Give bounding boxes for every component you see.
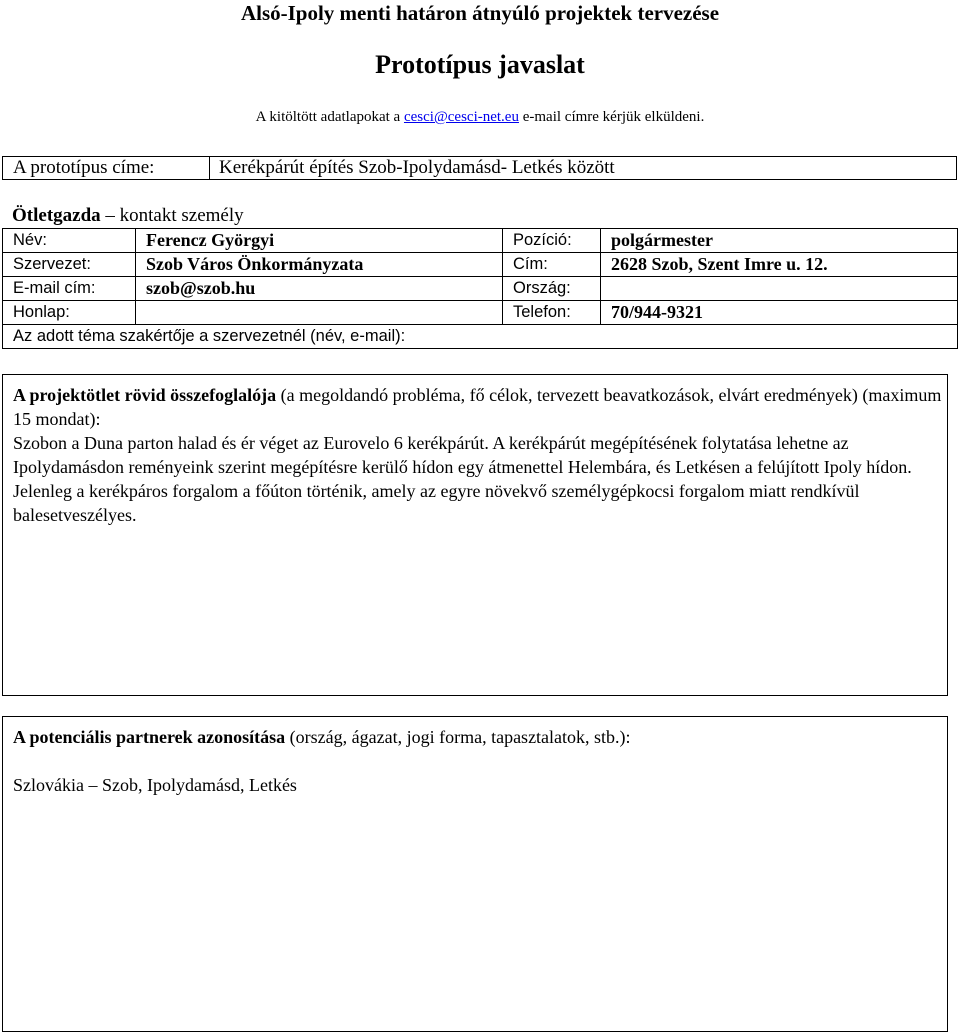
phone-label: Telefon:	[503, 301, 601, 325]
website-label: Honlap:	[3, 301, 136, 325]
phone-value: 70/944-9321	[601, 301, 958, 325]
country-value	[601, 277, 958, 301]
partners-label-rest: (ország, ágazat, jogi forma, tapasztalatok, stb.):	[285, 727, 631, 747]
website-value	[136, 301, 503, 325]
table-row	[3, 325, 958, 349]
partners-text: Szlovákia – Szob, Ipolydamásd, Letkés	[13, 775, 297, 795]
instruction-after: e-mail címre kérjük elküldeni.	[518, 109, 705, 125]
address-label: Cím:	[503, 253, 601, 277]
name-label: Név:	[3, 229, 136, 253]
organization-label: Szervezet:	[3, 253, 136, 277]
position-value: polgármester	[601, 229, 958, 253]
partners-label	[13, 725, 947, 749]
prototype-title-value: Kerékpárút építés Szob-Ipolydamásd- Letkés között	[219, 157, 615, 178]
contact-heading-rest: – kontakt személy	[100, 205, 244, 226]
summary-label-bold: A projektötlet rövid összefoglalója	[13, 385, 277, 405]
address-value: 2628 Szob, Szent Imre u. 12.	[601, 253, 958, 277]
summary-label-rest: (a megoldandó probléma, fő célok, tervezett beavatkozások, elvárt eredmények) (maximum 15 mondat):	[13, 385, 942, 429]
document-title: Alsó-Ipoly menti határon átnyúló projektek tervezése	[240, 1, 720, 25]
partners-label-bold: A potenciális partnerek azonosítása	[13, 727, 286, 747]
table-row	[3, 229, 958, 253]
table-row	[3, 277, 958, 301]
contact-heading-bold: Ötletgazda	[12, 205, 101, 226]
contact-email-link[interactable]: cesci@cesci-net.eu	[403, 109, 519, 125]
contact-heading	[12, 205, 244, 227]
country-label: Ország:	[503, 277, 601, 301]
instruction-text	[0, 108, 960, 126]
document-subtitle: Prototípus javaslat	[375, 50, 585, 79]
expert-label: Az adott téma szakértője a szervezetnél (név, e-mail):	[3, 325, 958, 349]
organization-value: Szob Város Önkormányzata	[136, 253, 503, 277]
prototype-title-label: A prototípus címe:	[3, 157, 210, 179]
contact-table	[2, 228, 958, 349]
email-label: E-mail cím:	[3, 277, 136, 301]
table-row	[3, 301, 958, 325]
prototype-title-row	[2, 156, 957, 180]
email-value: szob@szob.hu	[136, 277, 503, 301]
partners-section	[2, 716, 948, 1032]
position-label: Pozíció:	[503, 229, 601, 253]
instruction-before: A kitöltött adatlapokat a	[255, 109, 404, 125]
summary-section	[2, 374, 948, 696]
summary-text: Szobon a Duna parton halad és ér véget az Eurovelo 6 kerékpárút. A kerékpárút megépítésének folytatása lehetne az Ipolydamásdon reményeink szerint megépítésre kerülő hídon egy átmenettel Helembára, és Letkésen a felújított Ipoly hídon. Jelenleg a kerékpáros forgalom a főúton történik, amely az egyre növekvő személygépkocsi forgalom miatt rendkívül balesetveszélyes.	[13, 433, 912, 525]
summary-label	[13, 383, 947, 431]
name-value: Ferencz Györgyi	[136, 229, 503, 253]
table-row	[3, 253, 958, 277]
